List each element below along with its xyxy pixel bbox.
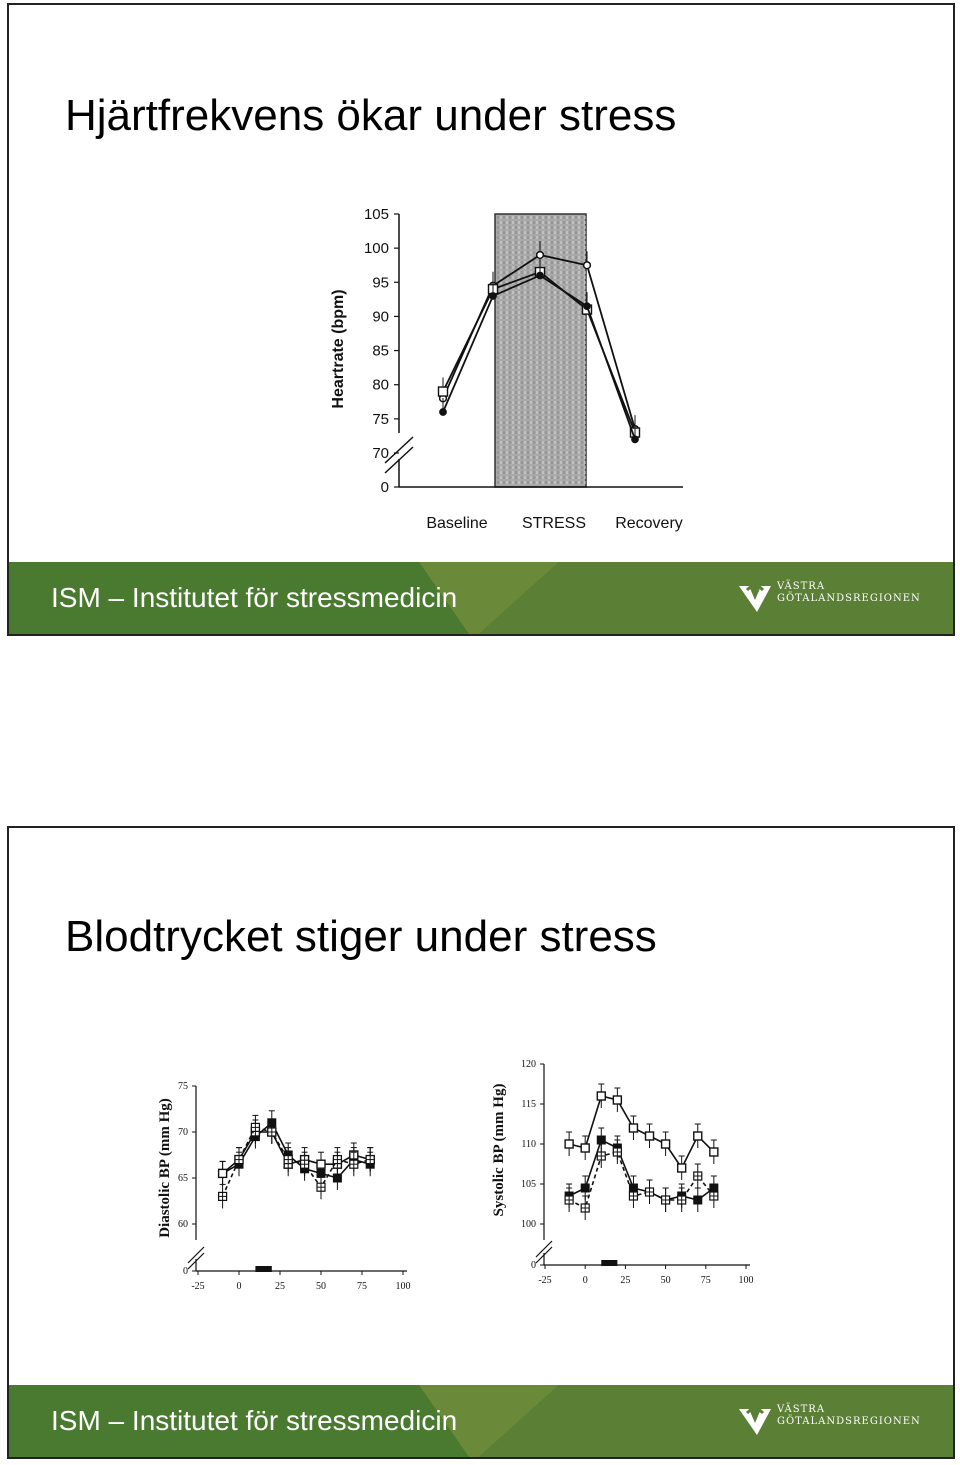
y-tick-label: 0 bbox=[531, 1260, 536, 1271]
data-point bbox=[537, 272, 544, 279]
x-label: Recovery bbox=[615, 515, 683, 532]
slide-title: Hjärtfrekvens ökar under stress bbox=[65, 91, 677, 140]
data-point bbox=[490, 293, 497, 300]
y-tick-label: 70 bbox=[178, 1127, 188, 1138]
y-tick-label: 85 bbox=[372, 342, 389, 360]
x-tick-label: 0 bbox=[582, 1275, 588, 1286]
y-tick-label: 70 bbox=[372, 445, 389, 462]
data-point bbox=[565, 1140, 573, 1148]
data-point bbox=[694, 1196, 702, 1204]
vgr-logo bbox=[737, 580, 921, 616]
data-point bbox=[584, 262, 591, 269]
data-point bbox=[613, 1096, 621, 1104]
data-point bbox=[584, 303, 591, 310]
data-point bbox=[439, 387, 448, 396]
data-point bbox=[694, 1132, 702, 1140]
x-tick-label: 50 bbox=[316, 1281, 326, 1292]
x-label: Baseline bbox=[426, 515, 488, 532]
slide-bloodpressure bbox=[7, 826, 955, 1459]
data-point bbox=[317, 1160, 325, 1168]
x-tick-label: 100 bbox=[738, 1275, 754, 1286]
y-tick-label: 90 bbox=[372, 308, 389, 326]
footer bbox=[9, 1385, 953, 1457]
data-point bbox=[597, 1092, 605, 1100]
footer bbox=[9, 562, 953, 634]
y-axis-label: Heartrate (bpm) bbox=[330, 289, 347, 409]
series-group bbox=[565, 1084, 718, 1220]
x-tick-label: 0 bbox=[236, 1281, 242, 1292]
logo-line2: GÖTALANDSREGIONEN bbox=[777, 1416, 921, 1427]
x-tick-label: -25 bbox=[538, 1275, 552, 1286]
series-line bbox=[223, 1127, 371, 1196]
series-group bbox=[219, 1111, 375, 1209]
axis-group bbox=[188, 1086, 407, 1275]
diastolic-chart bbox=[141, 1072, 411, 1312]
y-tick-label: 60 bbox=[178, 1219, 188, 1230]
vgr-logo-icon bbox=[737, 580, 775, 616]
vgr-logo bbox=[737, 1403, 921, 1439]
y-axis-label: Systolic BP (mm Hg) bbox=[491, 1083, 507, 1217]
y-tick-label: 65 bbox=[178, 1173, 188, 1184]
series-line bbox=[569, 1152, 714, 1208]
x-tick-label: 25 bbox=[620, 1275, 631, 1286]
y-tick-label: 75 bbox=[372, 410, 389, 428]
logo-line1: VÄSTRA bbox=[777, 581, 826, 592]
x-tick-label: 50 bbox=[660, 1275, 671, 1286]
y-tick-label: 95 bbox=[372, 274, 389, 292]
x-label: STRESS bbox=[521, 515, 587, 532]
data-point bbox=[646, 1132, 654, 1140]
data-point bbox=[581, 1144, 589, 1152]
slide-title: Blodtrycket stiger under stress bbox=[65, 912, 657, 961]
x-tick-label: 100 bbox=[395, 1281, 411, 1292]
stress-period-marker bbox=[255, 1266, 271, 1272]
x-tick-label: 75 bbox=[357, 1281, 367, 1292]
data-point bbox=[537, 252, 544, 259]
data-point bbox=[629, 1124, 637, 1132]
logo-line1: VÄSTRA bbox=[777, 1404, 826, 1415]
footer-text: ISM – Institutet för stressmedicin bbox=[51, 582, 458, 613]
y-tick-label: 100 bbox=[521, 1219, 536, 1230]
y-tick-label: 105 bbox=[521, 1179, 536, 1190]
systolic-chart bbox=[477, 1050, 757, 1310]
heartrate-chart bbox=[313, 197, 733, 537]
stress-period-marker bbox=[601, 1260, 617, 1266]
y-tick-label: 115 bbox=[521, 1099, 536, 1110]
y-axis-label: Diastolic BP (mm Hg) bbox=[157, 1098, 173, 1238]
x-tick-label: -25 bbox=[191, 1281, 205, 1292]
x-tick-label: 25 bbox=[275, 1281, 285, 1292]
data-point bbox=[581, 1184, 589, 1192]
y-tick-label: 0 bbox=[183, 1266, 188, 1277]
vgr-logo-icon bbox=[737, 1403, 775, 1439]
logo-line2: GÖTALANDSREGIONEN bbox=[777, 593, 921, 604]
x-tick-label: 75 bbox=[700, 1275, 711, 1286]
data-point bbox=[219, 1169, 227, 1177]
axis-group bbox=[536, 1064, 750, 1269]
label-group bbox=[491, 1059, 754, 1286]
y-tick-label: 110 bbox=[521, 1139, 536, 1150]
data-point bbox=[710, 1148, 718, 1156]
data-point bbox=[440, 409, 447, 416]
series-line bbox=[569, 1096, 714, 1168]
slide-heartrate bbox=[7, 3, 955, 636]
y-tick-label: 105 bbox=[363, 206, 389, 223]
label-group bbox=[157, 1081, 411, 1292]
y-tick-label: 0 bbox=[380, 479, 389, 496]
y-tick-label: 80 bbox=[372, 376, 389, 394]
y-tick-label: 75 bbox=[178, 1081, 188, 1092]
data-point bbox=[678, 1164, 686, 1172]
y-tick-label: 100 bbox=[363, 240, 389, 258]
y-tick-label: 120 bbox=[521, 1059, 536, 1070]
footer-text: ISM – Institutet för stressmedicin bbox=[51, 1405, 458, 1436]
data-point bbox=[632, 436, 639, 443]
data-point bbox=[597, 1136, 605, 1144]
data-point bbox=[662, 1140, 670, 1148]
